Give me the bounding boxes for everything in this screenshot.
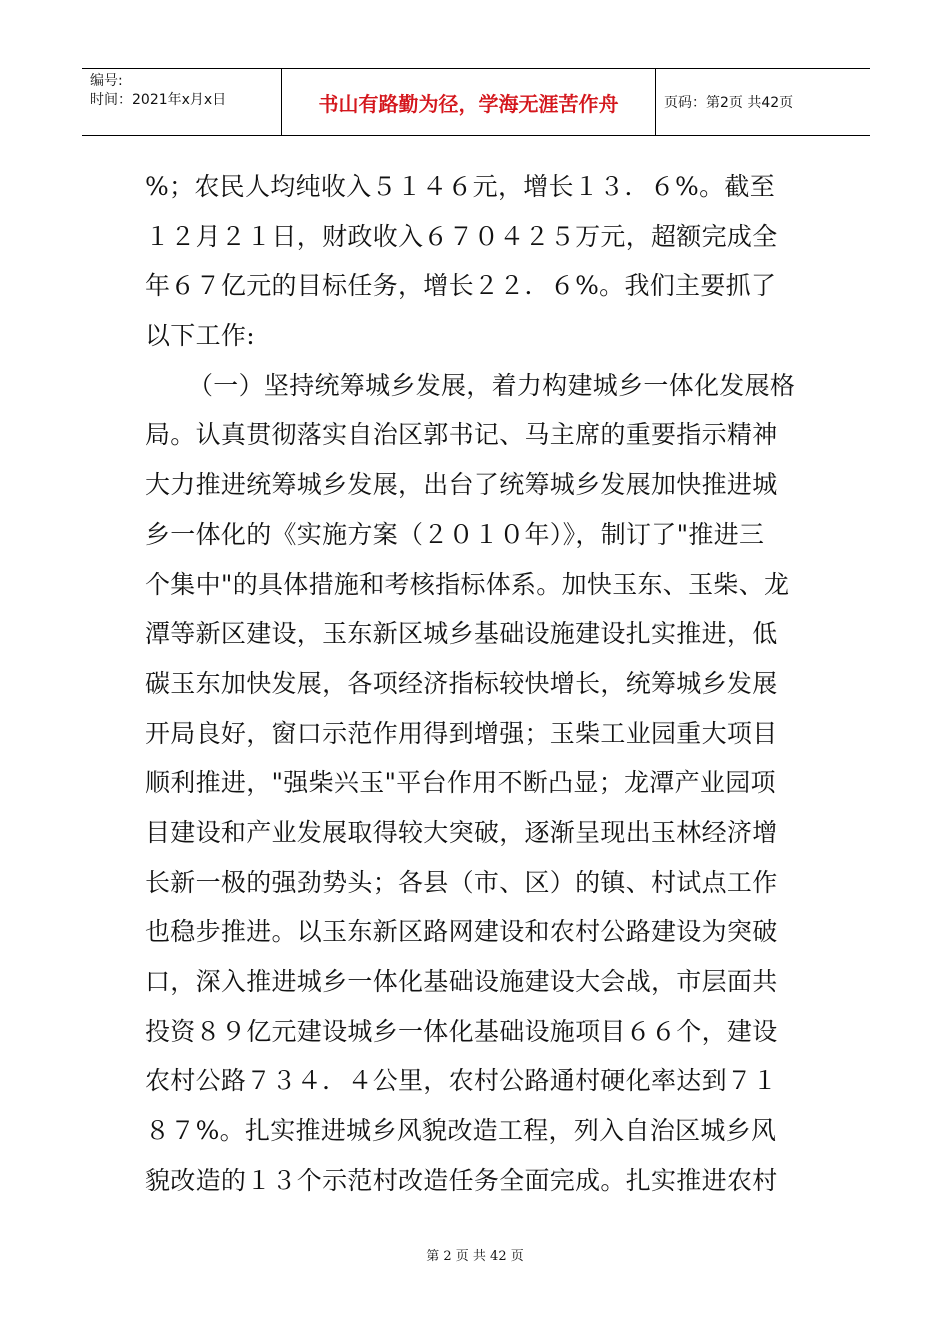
body-line: （一）坚持统筹城乡发展，着力构建城乡一体化发展格 bbox=[188, 370, 796, 400]
body-line: 碳玉东加快发展，各项经济指标较快增长，统筹城乡发展 bbox=[145, 668, 778, 698]
body-line: %；农民人均纯收入５１４６元，增长１３．６%。截至 bbox=[145, 172, 776, 201]
body-line: 大力推进统筹城乡发展，出台了统筹城乡发展加快推进城 bbox=[145, 470, 778, 500]
body-line: 个集中"的具体措施和考核指标体系。加快玉东、玉柴、龙 bbox=[145, 569, 790, 599]
body-line: 年６７亿元的目标任务，增长２２．６%。我们主要抓了 bbox=[145, 271, 777, 301]
body-line: 顺利推进，"强柴兴玉"平台作用不断凸显；龙潭产业园项 bbox=[145, 768, 776, 798]
body-line: 以下工作: bbox=[145, 321, 255, 351]
body-line: 投资８９亿元建设城乡一体化基础设施项目６６个，建设 bbox=[145, 1016, 778, 1046]
header-divider-right bbox=[655, 68, 656, 136]
body-line: 农村公路７３４．４公里，农村公路通村硬化率达到７１ bbox=[145, 1066, 778, 1096]
page-header bbox=[82, 68, 870, 136]
body-line: 目建设和产业发展取得较大突破，逐渐呈现出玉林经济增 bbox=[145, 817, 778, 847]
body-line: 口，深入推进城乡一体化基础设施建设大会战，市层面共 bbox=[145, 967, 778, 996]
body-line: ８７%。扎实推进城乡风貌改造工程，列入自治区城乡风 bbox=[145, 1116, 777, 1146]
header-meta bbox=[90, 72, 280, 110]
body-line: 潭等新区建设，玉东新区城乡基础设施建设扎实推进，低 bbox=[145, 619, 778, 649]
body-line: 也稳步推进。以玉东新区路网建设和农村公路建设为突破 bbox=[145, 917, 778, 947]
header-page-info: 页码：第2页 共42页 bbox=[664, 95, 794, 111]
body-line: 局。认真贯彻落实自治区郭书记、马主席的重要指示精神 bbox=[145, 420, 778, 450]
body-line: 长新一极的强劲势头；各县（市、区）的镇、村试点工作 bbox=[145, 867, 778, 897]
document-number-label: 编号: bbox=[90, 73, 123, 89]
document-body bbox=[145, 162, 810, 1205]
body-line: 开局良好，窗口示范作用得到增强；玉柴工业园重大项目 bbox=[145, 718, 778, 748]
body-line: 貌改造的１３个示范村改造任务全面完成。扎实推进农村 bbox=[145, 1165, 778, 1195]
body-line: 乡一体化的《实施方案（２０１０年）》，制订了"推进三 bbox=[145, 519, 765, 549]
document-time-label: 时间：2021年x月x日 bbox=[90, 92, 227, 108]
body-line: １２月２１日，财政收入６７０４２５万元，超额完成全 bbox=[145, 221, 778, 251]
header-motto: 书山有路勤为径，学海无涯苦作舟 bbox=[318, 91, 619, 116]
page-footer: 第 2 页 共 42 页 bbox=[426, 1249, 524, 1264]
